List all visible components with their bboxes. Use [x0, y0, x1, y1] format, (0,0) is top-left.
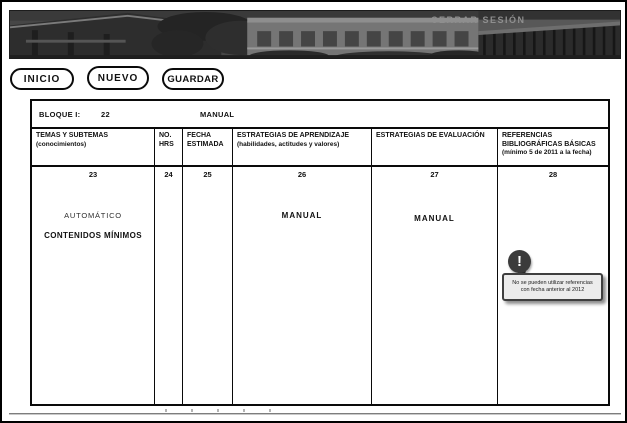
column-title: ESTRATEGIAS DE EVALUACIÓN	[376, 132, 485, 139]
bloque-label: BLOQUE I:	[39, 110, 81, 119]
column-title: NO.	[159, 132, 172, 139]
bloque-table	[30, 99, 610, 406]
column-subtitle: (mínimo 5 de 2011 a la fecha)	[502, 149, 592, 156]
bloque-number-field[interactable]: 22	[101, 110, 110, 119]
nuevo-button[interactable]: NUEVO	[87, 66, 149, 90]
manual-value: MANUAL	[414, 214, 455, 223]
header-photo	[9, 10, 621, 59]
cell-fecha[interactable]	[183, 167, 233, 404]
column-header-temas	[32, 129, 155, 165]
column-header-evaluacion	[372, 129, 498, 165]
contenidos-minimos-label: CONTENIDOS MÍNIMOS	[44, 231, 142, 240]
manual-value: MANUAL	[281, 211, 323, 220]
inicio-button[interactable]: INICIO	[10, 68, 74, 90]
bottom-divider	[9, 413, 621, 415]
column-title: TEMAS Y SUBTEMAS	[36, 132, 109, 139]
cell-hrs[interactable]	[155, 167, 183, 404]
warning-tooltip-line: No se pueden utilizar referencias	[512, 280, 593, 286]
warning-icon[interactable]: !	[508, 250, 531, 273]
table-body-row	[32, 167, 608, 404]
column-title: BIBLIOGRÁFICAS BÁSICAS	[502, 140, 596, 148]
guardar-button[interactable]: GUARDAR	[162, 68, 224, 90]
column-subtitle: (conocimientos)	[36, 140, 87, 148]
column-header-hrs	[155, 129, 183, 165]
logout-link[interactable]: CERRAR SESIÓN	[431, 15, 526, 25]
column-title: FECHA	[187, 132, 212, 139]
warning-tooltip-line: con fecha anterior al 2012	[520, 287, 585, 293]
cell-number: 27	[430, 170, 439, 179]
cell-aprendizaje[interactable]	[233, 167, 372, 404]
column-subtitle: HRS	[159, 140, 174, 148]
automatico-label: AUTOMÁTICO	[64, 211, 122, 220]
column-title: ESTRATEGIAS DE APRENDIZAJE	[237, 132, 350, 139]
cell-number: 24	[164, 170, 173, 179]
cell-referencias[interactable]	[498, 167, 608, 404]
school-photo-illustration	[10, 11, 620, 58]
column-header-aprendizaje	[233, 129, 372, 165]
warning-tooltip	[502, 273, 603, 301]
column-header-fecha	[183, 129, 233, 165]
bloque-manual-field[interactable]: MANUAL	[200, 110, 235, 119]
cell-temas[interactable]	[32, 167, 155, 404]
table-bottom-marks	[165, 409, 295, 412]
cell-number: 28	[548, 170, 558, 179]
bloque-header-row	[32, 101, 608, 129]
column-title: REFERENCIAS	[502, 132, 553, 139]
cell-number: 23	[88, 170, 98, 179]
cell-evaluacion[interactable]	[372, 167, 498, 404]
table-header-row	[32, 129, 608, 167]
cell-number: 25	[203, 170, 212, 179]
column-header-referencias	[498, 129, 608, 165]
column-subtitle: ESTIMADA	[187, 140, 224, 148]
cell-number: 26	[297, 170, 307, 179]
column-subtitle: (habilidades, actitudes y valores)	[237, 140, 340, 148]
